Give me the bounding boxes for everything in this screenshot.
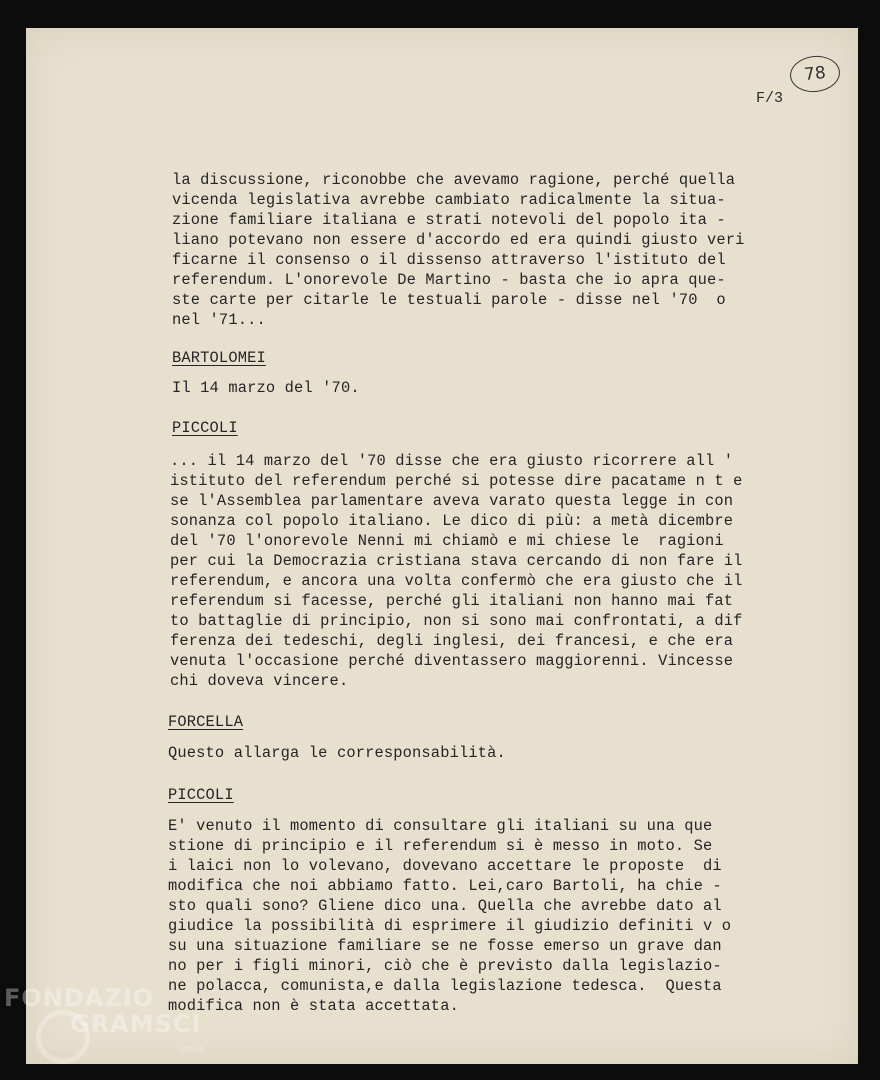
text-line: ste carte per citarle le testuali parole - disse nel '70 o <box>172 291 726 309</box>
text-line: del '70 l'onorevole Nenni mi chiamò e mi chiese le ragioni <box>170 532 724 550</box>
speaker-name: FORCELLA <box>168 713 244 731</box>
text-line: sonanza col popolo italiano. Le dico di più: a metà dicembre <box>170 512 734 530</box>
text-line: venuta l'occasione perché diventassero maggiorenni. Vincesse <box>170 652 734 670</box>
text-line: istituto del referendum perché si potesse dire pacatame n t e <box>170 472 743 490</box>
text-line: la discussione, riconobbe che avevamo ragione, perché quella <box>172 171 736 189</box>
watermark-onlus: onlus <box>178 1044 205 1055</box>
text-line: se l'Assemblea parlamentare aveva varato questa legge in con <box>170 492 734 510</box>
text-line: nel '71... <box>172 311 266 329</box>
text-line: su una situazione familiare se ne fosse emerso un grave dan <box>168 937 722 955</box>
text-line: referendum si facesse, perché gli italiani non hanno mai fat <box>170 592 734 610</box>
text-line: sto quali sono? Gliene dico una. Quella che avrebbe dato al <box>168 897 722 915</box>
text-line: giudice la possibilità di esprimere il giudizio definiti v o <box>168 917 732 935</box>
text-line: ... il 14 marzo del '70 disse che era giusto ricorrere all ' <box>170 452 734 470</box>
speaker-name: PICCOLI <box>172 419 238 437</box>
speaker-name: BARTOLOMEI <box>172 349 266 367</box>
text-line: liano potevano non essere d'accordo ed era quindi giusto veri <box>172 231 745 249</box>
text-line: stione di principio e il referendum si è messo in moto. Se <box>168 837 713 855</box>
text-line: vicenda legislativa avrebbe cambiato radicalmente la situa- <box>172 191 726 209</box>
page-number: F/3 <box>756 90 784 107</box>
text-line: ficarne il consenso o il dissenso attraverso l'istituto del <box>172 251 726 269</box>
text-line: per cui la Democrazia cristiana stava cercando di non fare il <box>170 552 743 570</box>
text-line: ne polacca, comunista,e dalla legislazione tedesca. Questa <box>168 977 722 995</box>
text-line: i laici non lo volevano, dovevano accettare le proposte di <box>168 857 722 875</box>
text-line: referendum. L'onorevole De Martino - basta che io apra que- <box>172 271 726 289</box>
archive-page-stamp: 78 <box>788 53 841 94</box>
text-line: zione familiare italiana e strati notevoli del popolo ita - <box>172 211 726 229</box>
watermark-line2: GRAMSCI <box>70 1010 202 1038</box>
watermark-line1: FONDAZIO <box>4 984 155 1012</box>
speaker-name: PICCOLI <box>168 786 234 804</box>
text-line: chi doveva vincere. <box>170 672 349 690</box>
text-line: Questo allarga le corresponsabilità. <box>168 744 506 762</box>
text-line: to battaglie di principio, non si sono mai confrontati, a dif <box>170 612 743 630</box>
text-line: no per i figli minori, ciò che è previsto dalla legislazio- <box>168 957 722 975</box>
text-line: modifica non è stata accettata. <box>168 997 459 1015</box>
text-line: modifica che noi abbiamo fatto. Lei,caro Bartoli, ha chie - <box>168 877 722 895</box>
text-line: ferenza dei tedeschi, degli inglesi, dei francesi, e che era <box>170 632 734 650</box>
watermark <box>4 984 205 1055</box>
text-line: Il 14 marzo del '70. <box>172 379 360 397</box>
text-line: E' venuto il momento di consultare gli italiani su una que <box>168 817 713 835</box>
text-line: referendum, e ancora una volta confermò che era giusto che il <box>170 572 743 590</box>
